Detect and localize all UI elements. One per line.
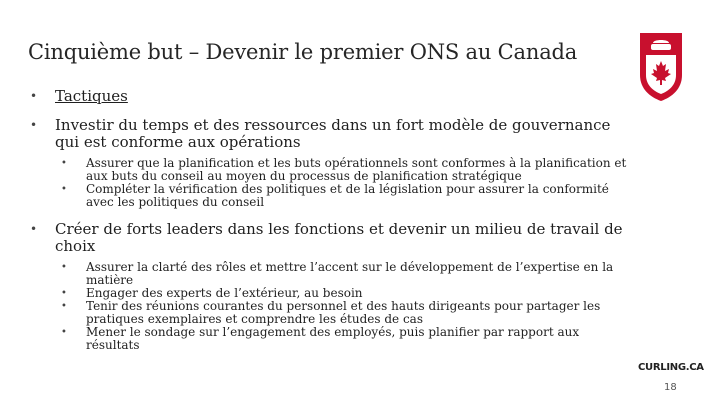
sub-bullet-item — [28, 300, 628, 326]
sub-bullet-dot: • — [61, 327, 67, 338]
slide-title: Cinquième but – Devenir le premier ONS au Canada — [28, 40, 578, 64]
bullet-text: Investir du temps et des ressources dans un fort modèle de gouvernance qui est conforme aux opérations — [55, 116, 611, 151]
brand-text: CURLING.CA — [638, 362, 704, 373]
page-number: 18 — [664, 382, 677, 393]
sub-bullet-item — [28, 326, 628, 352]
slide-content — [28, 88, 628, 352]
sub-bullet-dot: • — [61, 301, 67, 312]
curling-canada-crest-icon — [638, 31, 684, 103]
sub-bullet-list — [28, 261, 628, 352]
bullet-dot: • — [30, 118, 38, 132]
sub-bullet-text: Engager des experts de l’extérieur, au besoin — [86, 286, 363, 300]
sub-bullet-dot: • — [61, 288, 67, 299]
sub-bullet-text: Assurer la clarté des rôles et mettre l’accent sur le développement de l’expertise en la matière — [86, 260, 614, 287]
bullet-dot: • — [30, 89, 38, 103]
sub-bullet-dot: • — [61, 158, 67, 169]
sub-bullet-text: Assurer que la planification et les buts opérationnels sont conformes à la planification et aux buts du conseil au moyen du processus de planification stratégique — [86, 156, 627, 183]
sub-bullet-text: Mener le sondage sur l’engagement des employés, puis planifier par rapport aux résultats — [86, 325, 580, 352]
bullet-item-leaders — [28, 221, 628, 255]
sub-bullet-text: Compléter la vérification des politiques et de la législation pour assurer la conformité avec les politiques du conseil — [86, 182, 609, 209]
bullet-item-governance — [28, 117, 628, 151]
sub-bullet-item — [28, 183, 628, 209]
bullet-text: Créer de forts leaders dans les fonctions et devenir un milieu de travail de choix — [55, 220, 623, 255]
sub-bullet-dot: • — [61, 184, 67, 195]
sub-bullet-item — [28, 157, 628, 183]
bullet-item-tactiques — [28, 88, 628, 105]
bullet-dot: • — [30, 222, 38, 236]
sub-bullet-dot: • — [61, 262, 67, 273]
sub-bullet-text: Tenir des réunions courantes du personnel et des hauts dirigeants pour partager les pratiques exemplaires et comprendre les études de cas — [86, 299, 601, 326]
section-heading-tactiques: Tactiques — [55, 87, 128, 105]
sub-bullet-list — [28, 157, 628, 209]
sub-bullet-item — [28, 261, 628, 287]
